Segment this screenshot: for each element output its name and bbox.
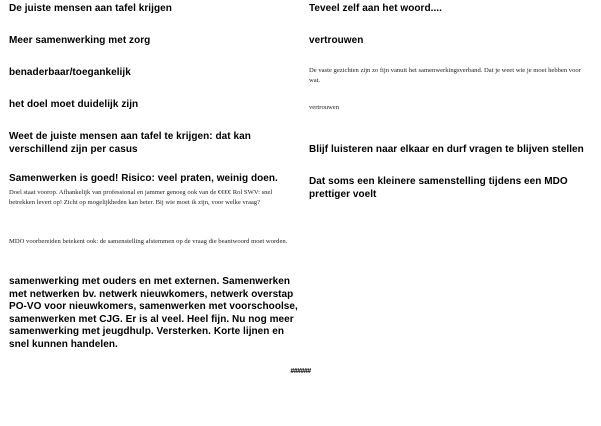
left-item-1: De juiste mensen aan tafel krijgen [9, 3, 172, 14]
right-item-1: Teveel zelf aan het woord.... [309, 3, 442, 14]
left-item-8: MDO voorbereiden betekent ook: de samenstelling afstemmen op de vraag die beantwoord moet worden. [9, 238, 288, 245]
left-item-9: samenwerking met ouders en met externen. Samenwerken met netwerken bv. netwerk nieuwkomers, netwerk overstap PO-VO voor nieuwkomers, samenwerken met voorschoolse, samenwerken met CJG. Er is al veel. Heel fijn. Nu nog meer samenwerking met jeugdhulp. Versterken. Korte lijnen en snel kunnen handelen. [9, 276, 298, 350]
right-item-3: De vaste gezichten zijn zo fijn vanuit het samenwerkingsverband. Dat je weet wie je moet hebben voor wat. [309, 67, 581, 84]
right-item-5: Blijf luisteren naar elkaar en durf vragen te blijven stellen [309, 144, 584, 155]
left-item-5: Weet de juiste mensen aan tafel te krijgen: dat kan verschillend zijn per casus [9, 131, 251, 155]
right-item-2: vertrouwen [309, 35, 364, 46]
left-item-6: Samenwerken is goed! Risico: veel praten, weinig doen. [9, 173, 278, 184]
left-item-4: het doel moet duidelijk zijn [9, 99, 139, 110]
footer-mark: ###### [290, 368, 311, 375]
left-item-7: Doel staat voorop. Afhankelijk van professional en jammer genoeg ook van de €€€€ Rol SWV: snel betrekken levert op! Zicht op mogelijkheden kan beter. Bij wie moet ik zijn, voor welke vraag? [9, 189, 273, 206]
left-item-2: Meer samenwerking met zorg [9, 35, 151, 46]
left-item-3: benaderbaar/toegankelijk [9, 67, 131, 78]
right-item-6: Dat soms een kleinere samenstelling tijdens een MDO prettiger voelt [309, 176, 568, 200]
right-item-4: vertrouwen [309, 104, 340, 111]
